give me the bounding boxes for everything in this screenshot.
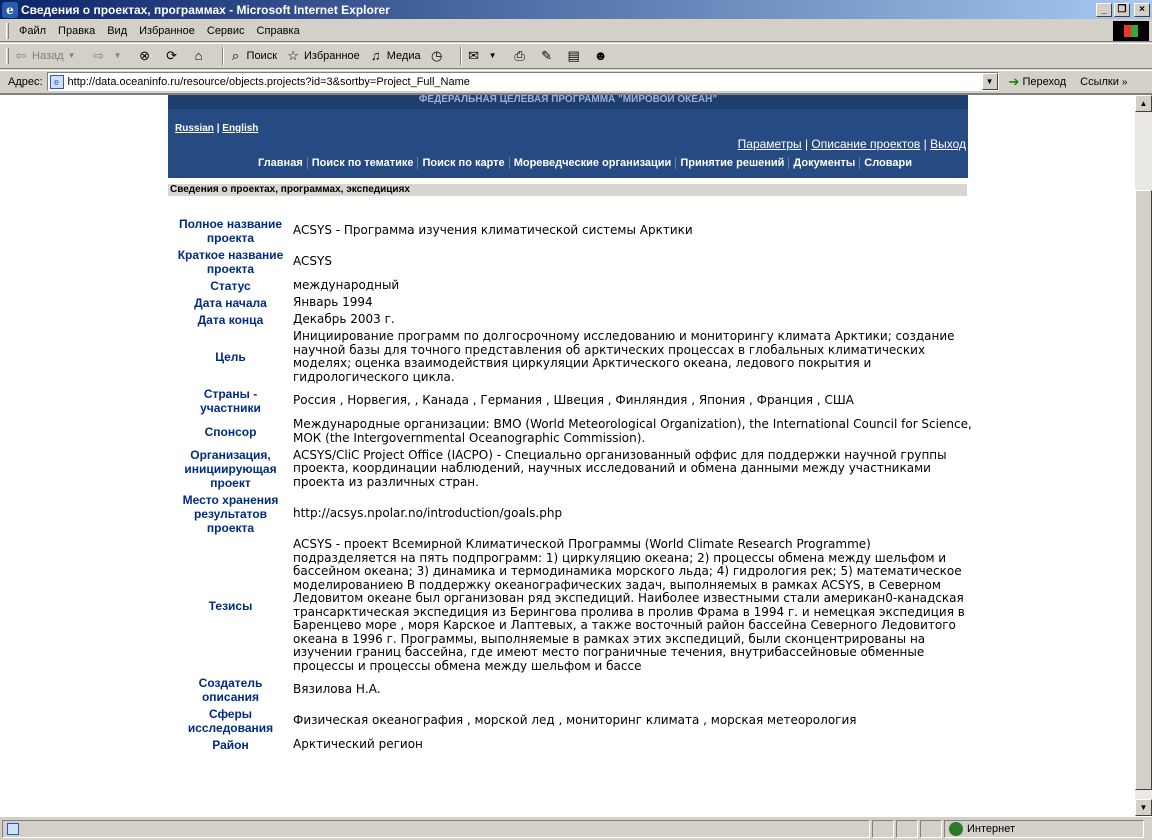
menu-bar — [0, 20, 1152, 42]
detail-row — [172, 217, 972, 245]
detail-label: Место хранения результатов проекта — [182, 493, 279, 535]
detail-row — [172, 387, 972, 415]
status-pane — [920, 820, 942, 838]
detail-value: ACSYS - проект Всемирной Климатической Программы (World Climate Research Programme) подразделяется на пять подпрограмм: 1) циркуляцию океана; 2) процессы обмена между шельфом и бассейном океана; 3) динамика и термодинамика морского льда; 4) гидрология рек; 5) математическое моделированиею В поддержку океанографических задач, выполняемых в рамках ACSYS, в Северном Ледовитом океане был организован ряд экспедиций. Наиболее известными стали американ0-канадская трансарктическая экспедиция из Берингова пролива в пролив Фрама в 1994 г. и немецкая экспедиция в Баренцево море , моря Карское и Лаптевых, а также восточный район бассейна Северного Ледовитого океана в 1996 г. Программы, выполняемые в рамках этих экспедиций, были сконцентрированы на изучении границ бассейна, где имеют место пограничные течения, внутрибассейновые обменные процессы и процессы обмена между шельфом и бассе — [293, 537, 965, 673]
detail-value: Вязилова Н.А. — [293, 682, 381, 697]
detail-value: Россия , Норвегия, , Канада , Германия , Швеция , Финляндия , Япония , Франция , США — [293, 393, 854, 408]
globe-icon — [949, 822, 963, 836]
detail-value: Арктический регион — [293, 737, 423, 752]
media-icon: ♫ — [370, 48, 381, 63]
address-label: Адрес: — [8, 75, 43, 88]
toolbar-separator — [222, 47, 224, 65]
detail-row — [172, 296, 972, 310]
page-icon: e — [50, 75, 64, 89]
zone-label: Интернет — [967, 822, 1015, 835]
standard-toolbar — [0, 43, 1152, 69]
history-icon: ◷ — [430, 48, 443, 63]
detail-value: международный — [293, 278, 400, 293]
menu-file[interactable]: Файл — [19, 24, 47, 37]
detail-value: http://acsys.npolar.no/introduction/goals.php — [293, 506, 563, 521]
windows-logo-icon — [1113, 21, 1149, 41]
project-details — [172, 217, 972, 755]
detail-label: Организация, инициирующая проект — [184, 448, 277, 490]
page-viewport — [0, 93, 1152, 816]
detail-value: ACSYS/CliC Project Office (IACPO) - Специально организованный оффис для поддержки научной группы проекта, координации наблюдений, научных исследований и обмена данными между участниками проекта из различных стран. — [293, 447, 947, 489]
dropdown-icon[interactable]: ▼ — [488, 51, 497, 60]
edit-icon: ✎ — [541, 48, 553, 63]
back-button[interactable]: ⇦ Назад ▼ — [13, 48, 83, 64]
menu-tools[interactable]: Сервис — [206, 24, 245, 37]
menu-help[interactable]: Справка — [256, 24, 300, 37]
stop-button[interactable] — [137, 48, 156, 64]
detail-row — [172, 707, 972, 735]
status-text-pane — [2, 820, 870, 838]
toolbar-grip[interactable] — [6, 23, 9, 39]
language-switcher — [175, 123, 258, 134]
project-descriptions-link[interactable]: Описание проектов — [811, 137, 921, 151]
home-button[interactable] — [191, 48, 210, 64]
lang-russian-link[interactable]: Russian — [175, 123, 214, 134]
detail-label: Тезисы — [208, 598, 253, 613]
vertical-scrollbar[interactable] — [1135, 95, 1152, 816]
section-title: Сведения о проектах, программах, экспедициях — [168, 184, 967, 196]
ie-logo-icon: e — [2, 2, 18, 18]
page-status-icon — [7, 823, 19, 835]
site-nav — [254, 157, 916, 169]
detail-label: Сферы исследования — [187, 707, 274, 735]
logout-link[interactable]: Выход — [930, 137, 966, 151]
menu-view[interactable]: Вид — [107, 24, 128, 37]
window-title: Сведения о проектах, программах - Microsoft Internet Explorer — [21, 2, 390, 17]
nav-home[interactable]: Главная — [258, 157, 303, 169]
address-input[interactable] — [47, 72, 999, 91]
search-button[interactable]: ⌕ Поиск — [228, 48, 277, 64]
refresh-icon: ⟳ — [166, 48, 177, 63]
discuss-button[interactable] — [566, 48, 585, 64]
menu-edit[interactable]: Правка — [58, 24, 96, 37]
back-arrow-icon: ⇦ — [15, 48, 27, 63]
detail-row — [172, 493, 972, 535]
mail-button[interactable] — [466, 48, 504, 64]
print-icon: ⎙ — [514, 48, 525, 63]
detail-row — [172, 448, 972, 490]
detail-row — [172, 248, 972, 276]
dropdown-icon[interactable]: ▼ — [113, 51, 122, 60]
forward-button[interactable] — [91, 48, 129, 64]
status-bar — [0, 816, 1152, 840]
detail-row — [172, 418, 972, 445]
detail-value: Январь 1994 — [293, 295, 373, 310]
chevron-right-icon: » — [1121, 76, 1128, 88]
close-button[interactable]: × — [1134, 3, 1150, 17]
refresh-button[interactable] — [164, 48, 183, 64]
forward-arrow-icon: ⇨ — [93, 48, 104, 63]
scroll-thumb[interactable] — [1135, 190, 1152, 790]
toolbar-separator — [460, 47, 462, 65]
messenger-icon: ☻ — [593, 48, 608, 63]
go-arrow-icon: ➔ — [1008, 73, 1020, 89]
detail-value: ACSYS - Программа изучения климатической системы Арктики — [293, 223, 693, 238]
detail-label: Страны - участники — [200, 387, 261, 415]
history-button[interactable] — [429, 48, 448, 64]
edit-button[interactable] — [539, 48, 558, 64]
detail-label: Район — [212, 738, 249, 752]
address-url[interactable]: http://data.oceaninfo.ru/resource/objects.projects?id=3&sortby=Project_Full_Name — [67, 75, 470, 88]
print-button[interactable] — [512, 48, 531, 64]
site-ribbon: ФЕДЕРАЛЬНАЯ ЦЕЛЕВАЯ ПРОГРАММА "МИРОВОЙ ОКЕАН" — [168, 95, 968, 109]
dropdown-icon[interactable]: ▼ — [67, 51, 76, 60]
links-button[interactable]: Ссылки » — [1080, 75, 1128, 88]
address-bar — [0, 70, 1152, 92]
detail-value: Физическая океанография , морской лед , мониторинг климата , морская метеорология — [293, 713, 857, 728]
scroll-down-icon[interactable]: ▼ — [1135, 799, 1152, 816]
home-icon: ⌂ — [194, 48, 203, 63]
site-header — [168, 95, 968, 178]
detail-row — [172, 313, 972, 327]
title-bar — [0, 0, 1152, 19]
detail-value: Международные организации: ВМО (World Meteorological Organization), the International Council for Science, МОК (the Intergovernmental Oceanographic Commission). — [293, 417, 972, 445]
minimize-button[interactable]: _ — [1096, 3, 1112, 17]
detail-value: Декабрь 2003 г. — [293, 312, 395, 327]
detail-row — [172, 279, 972, 293]
detail-value: Инициирование программ по долгосрочному исследованию и мониторингу климата Арктики; создание научной базы для точного представления об арктических процессах в глобальных климатических моделях; оценка взаимодействия циркуляции Арктического океана, ледового покрытия и гидрологического цикла. — [293, 329, 955, 384]
media-button[interactable]: ♫ Медиа — [368, 48, 421, 64]
detail-label: Краткое название проекта — [177, 248, 284, 276]
detail-row — [172, 676, 972, 704]
nav-documents[interactable]: Документы — [788, 157, 859, 169]
favorites-button[interactable]: ☆ Избранное — [285, 48, 360, 64]
detail-label: Полное название проекта — [178, 217, 283, 245]
nav-topic-search[interactable]: Поиск по тематике — [307, 157, 418, 169]
detail-row — [172, 538, 972, 673]
document-icon: ▤ — [567, 48, 580, 63]
lang-english-link[interactable]: English — [222, 123, 259, 134]
status-pane — [872, 820, 894, 838]
nav-map-search[interactable]: Поиск по карте — [417, 157, 508, 169]
detail-label: Дата начала — [194, 296, 267, 310]
lang-separator: | — [216, 123, 220, 134]
maximize-button[interactable]: ❐ — [1114, 3, 1130, 17]
search-icon: ⌕ — [231, 48, 240, 63]
stop-icon: ⊗ — [139, 48, 150, 63]
favorites-icon: ☆ — [287, 48, 299, 63]
detail-row — [172, 738, 972, 752]
mail-icon: ✉ — [468, 48, 480, 63]
detail-value: ACSYS — [293, 254, 332, 269]
utility-links: Параметры | Описание проектов | Выход — [737, 137, 966, 151]
detail-label: Создатель описания — [198, 676, 263, 704]
detail-label: Дата конца — [197, 313, 264, 327]
params-link[interactable]: Параметры — [737, 137, 802, 151]
detail-label: Спонсор — [204, 424, 257, 439]
toolbar-grip[interactable] — [6, 48, 9, 64]
detail-row — [172, 330, 972, 384]
nav-decisions[interactable]: Принятие решений — [675, 157, 788, 169]
menu-favorites[interactable]: Избранное — [139, 24, 195, 37]
detail-label: Статус — [210, 279, 251, 293]
security-zone-pane — [944, 820, 1144, 838]
nav-dictionaries[interactable]: Словари — [859, 157, 916, 169]
nav-organizations[interactable]: Мореведческие организации — [509, 157, 676, 169]
status-pane — [896, 820, 918, 838]
detail-label: Цель — [215, 350, 246, 364]
address-dropdown-icon[interactable]: ▼ — [982, 73, 998, 90]
messenger-button[interactable] — [593, 48, 612, 64]
go-button[interactable]: ➔ Переход — [1008, 73, 1067, 89]
scroll-up-icon[interactable]: ▲ — [1135, 95, 1152, 112]
